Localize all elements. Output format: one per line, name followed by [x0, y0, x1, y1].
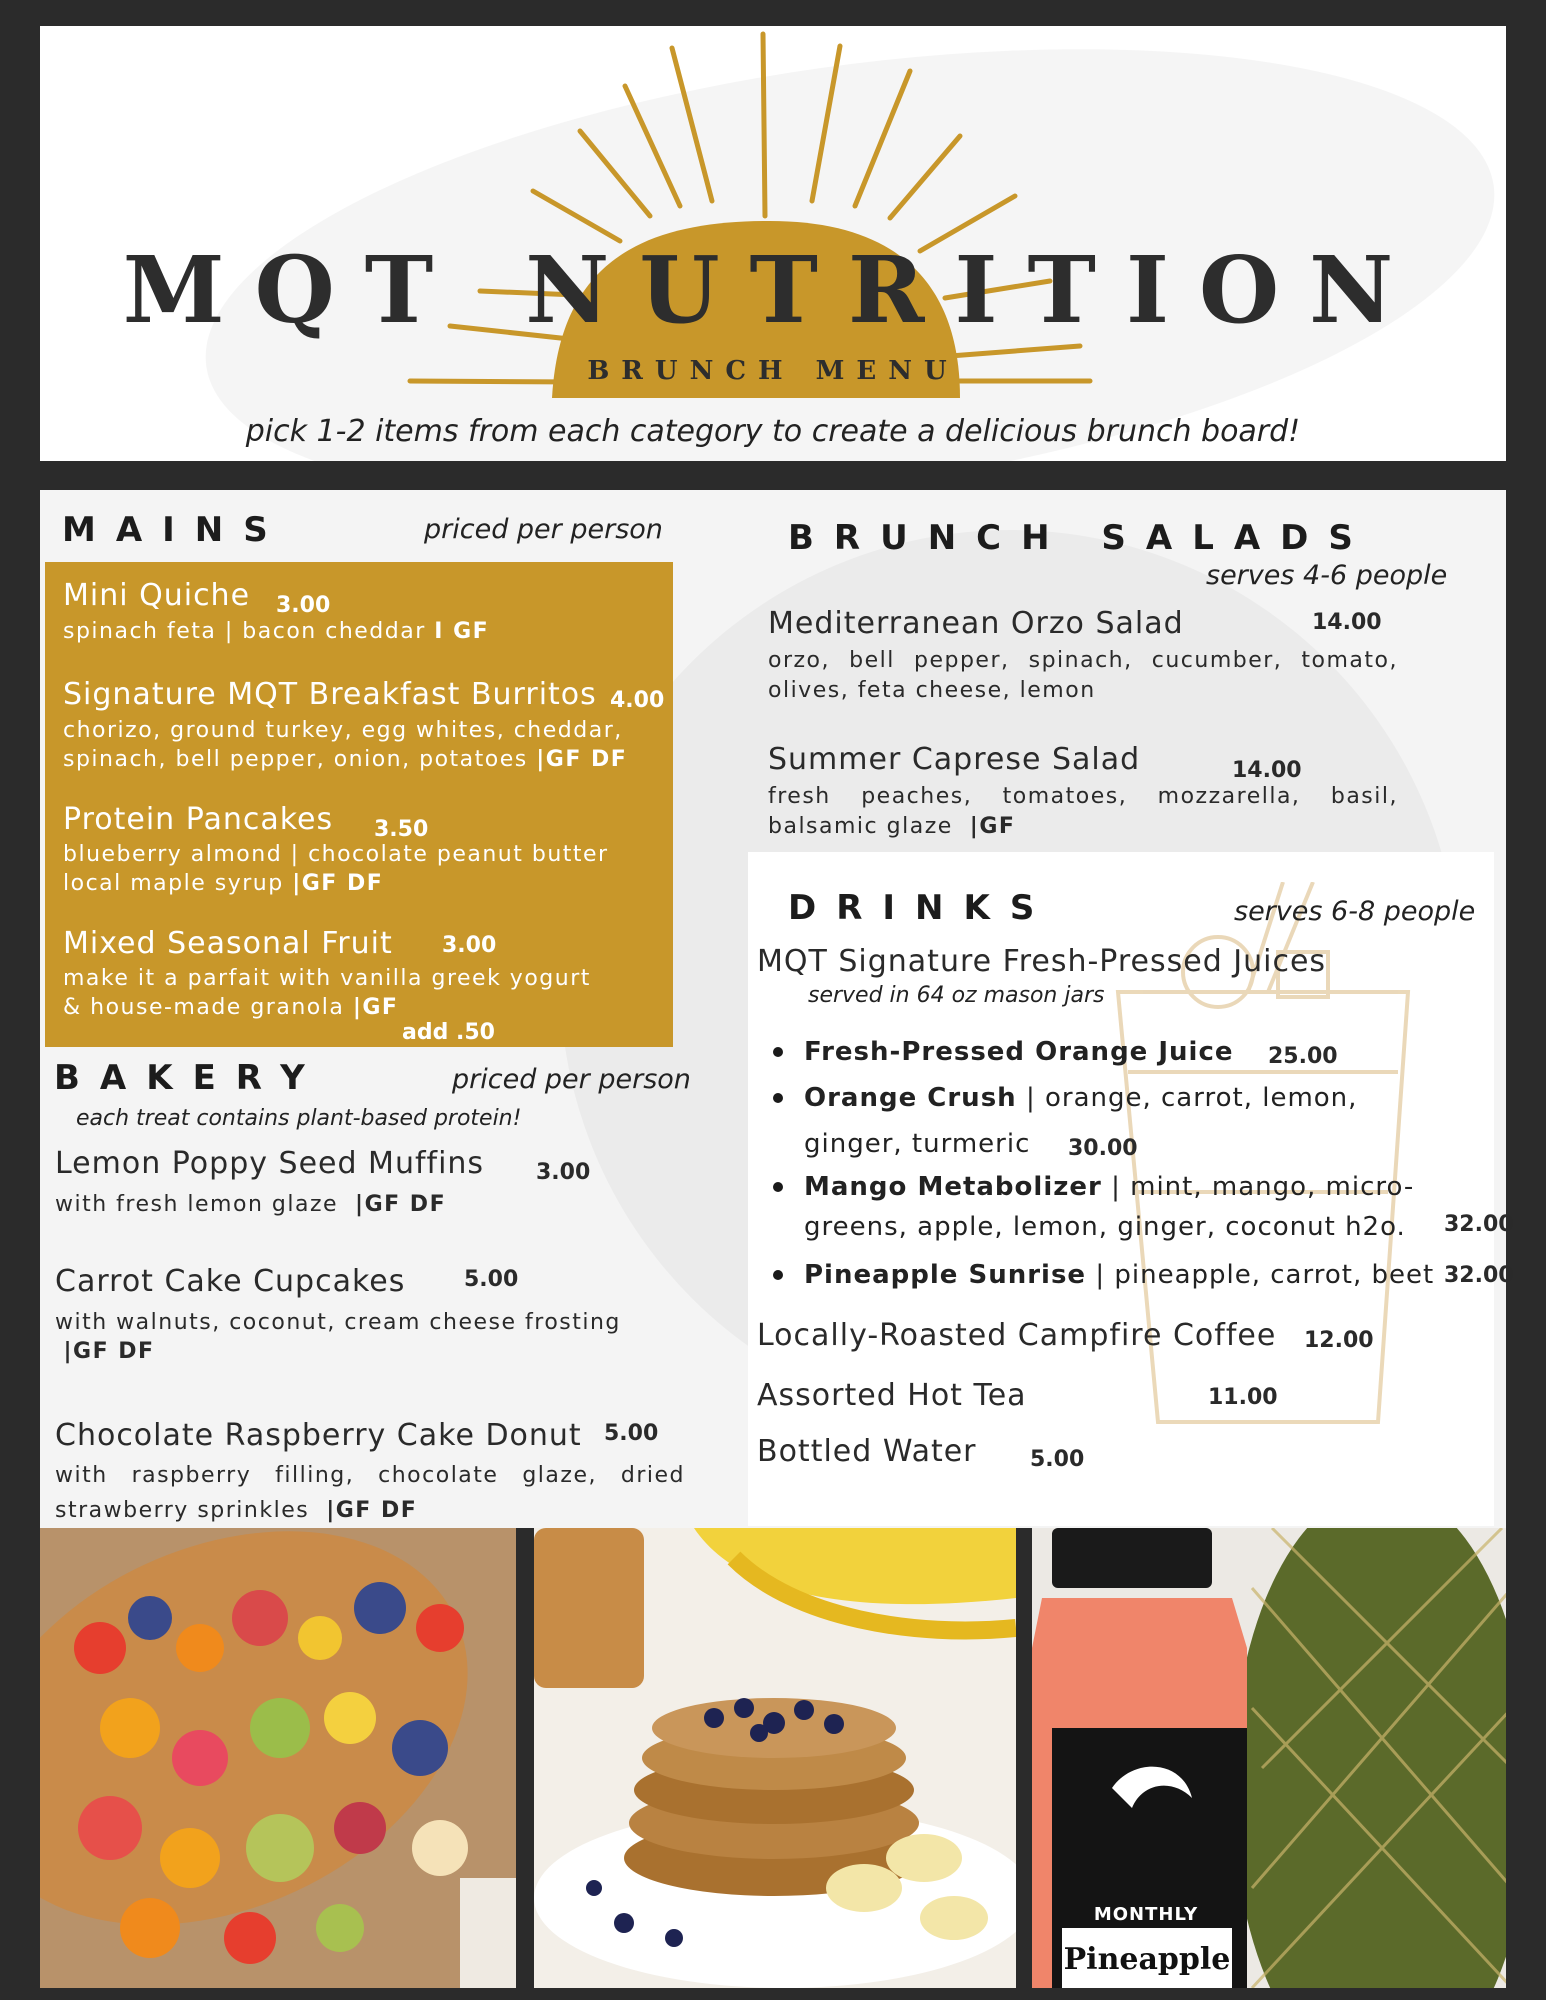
product-label: Pineapple	[1063, 1942, 1231, 1977]
bakery-note: priced per person	[452, 1064, 691, 1095]
mains-note: priced per person	[424, 514, 663, 545]
menu-header	[40, 26, 1506, 461]
menu-item-desc: with walnuts, coconut, cream cheese frosting |GF DF	[55, 1310, 621, 1364]
drinks-note: serves 6-8 people	[1234, 896, 1476, 927]
restaurant-title: MQT NUTRITION	[122, 236, 1424, 344]
menu-item-price: 3.00	[536, 1160, 591, 1185]
juice-item-desc: ginger, turmeric	[804, 1129, 1031, 1159]
salads-note: serves 4-6 people	[1206, 560, 1448, 591]
bullet-icon	[773, 1093, 783, 1103]
menu-item-desc: make it a parfait with vanilla greek yogurt & house-made granola |GF	[63, 966, 591, 1020]
fruit-board-photo	[40, 1528, 516, 1988]
menu-item-desc: spinach feta | bacon cheddar I GF	[63, 619, 490, 644]
menu-item-price: 14.00	[1232, 758, 1302, 783]
menu-item-name: Assorted Hot Tea	[757, 1378, 1027, 1413]
menu-subtitle: BRUNCH MENU	[587, 356, 959, 386]
menu-item-desc: with raspberry filling, chocolate glaze, dried	[55, 1463, 685, 1488]
menu-tagline: pick 1-2 items from each category to create a delicious brunch board!	[245, 414, 1301, 449]
menu-item-name: Mini Quiche	[63, 578, 251, 613]
menu-item-name: Lemon Poppy Seed Muffins	[55, 1146, 485, 1181]
menu-item-desc: olives, feta cheese, lemon	[768, 678, 1096, 703]
menu-item-name: Mediterranean Orzo Salad	[768, 606, 1184, 641]
bullet-icon	[773, 1182, 783, 1192]
menu-item-desc: strawberry sprinkles |GF DF	[55, 1498, 418, 1523]
juice-bottle-photo	[1032, 1528, 1506, 1988]
bakery-subnote: each treat contains plant-based protein!	[76, 1106, 522, 1131]
menu-item-desc: chorizo, ground turkey, egg whites, cheddar, spinach, bell pepper, onion, potatoes |GF DF	[63, 718, 628, 772]
menu-item-desc: orzo, bell pepper, spinach, cucumber, tomato,	[768, 648, 1398, 673]
menu-item-price: 12.00	[1304, 1328, 1374, 1353]
juices-note: served in 64 oz mason jars	[808, 983, 1105, 1008]
juice-item: Pineapple Sunrise | pineapple, carrot, beet	[804, 1260, 1435, 1290]
menu-item-price: 3.00	[276, 593, 331, 618]
menu-item-desc: balsamic glaze |GF	[768, 814, 1016, 839]
menu-item-price: 11.00	[1208, 1385, 1278, 1410]
menu-item-price: 32.00	[1444, 1263, 1514, 1288]
menu-item-name: Carrot Cake Cupcakes	[55, 1264, 406, 1299]
menu-item-price: 5.00	[1030, 1447, 1085, 1472]
juice-item: Orange Crush | orange, carrot, lemon,	[804, 1083, 1358, 1113]
juice-item-desc: greens, apple, lemon, ginger, coconut h2o.	[804, 1212, 1406, 1242]
bullet-icon	[773, 1270, 783, 1280]
juice-item: Mango Metabolizer | mint, mango, micro-	[804, 1172, 1415, 1202]
menu-item-desc: with fresh lemon glaze |GF DF	[55, 1192, 447, 1217]
menu-item-name: Protein Pancakes	[63, 802, 334, 837]
bakery-title: BAKERY	[54, 1058, 325, 1098]
mains-title: MAINS	[62, 510, 288, 550]
menu-item-name: Mixed Seasonal Fruit	[63, 926, 393, 961]
salads-title: BRUNCH SALADS	[788, 518, 1373, 558]
menu-item-price: 3.50	[374, 817, 429, 842]
menu-item-price: 14.00	[1312, 610, 1382, 635]
addon-price: add .50	[402, 1020, 495, 1045]
menu-item-price: 25.00	[1268, 1044, 1338, 1069]
menu-item-desc: blueberry almond | chocolate peanut butter local maple syrup |GF DF	[63, 842, 609, 896]
menu-item-price: 4.00	[610, 688, 665, 713]
menu-item-price: 5.00	[604, 1421, 659, 1446]
juices-heading: MQT Signature Fresh-Pressed Juices	[757, 944, 1327, 979]
menu-item-desc: fresh peaches, tomatoes, mozzarella, basil,	[768, 784, 1398, 809]
menu-item-price: 3.00	[442, 933, 497, 958]
menu-item-price: 30.00	[1068, 1136, 1138, 1161]
juice-item: Fresh-Pressed Orange Juice	[804, 1037, 1234, 1067]
monthly-special-label: MONTHLY SPECIAL	[1093, 1904, 1199, 1946]
drinks-title: DRINKS	[788, 888, 1055, 928]
menu-item-name: Locally-Roasted Campfire Coffee	[757, 1318, 1277, 1353]
menu-item-name: Bottled Water	[757, 1434, 977, 1469]
menu-item-name: Signature MQT Breakfast Burritos	[63, 677, 597, 712]
pancakes-photo	[534, 1528, 1016, 1988]
menu-item-price: 32.00	[1444, 1212, 1514, 1237]
bullet-icon	[773, 1047, 783, 1057]
menu-item-name: Summer Caprese Salad	[768, 742, 1141, 777]
menu-item-price: 5.00	[464, 1267, 519, 1292]
menu-item-name: Chocolate Raspberry Cake Donut	[55, 1418, 582, 1453]
